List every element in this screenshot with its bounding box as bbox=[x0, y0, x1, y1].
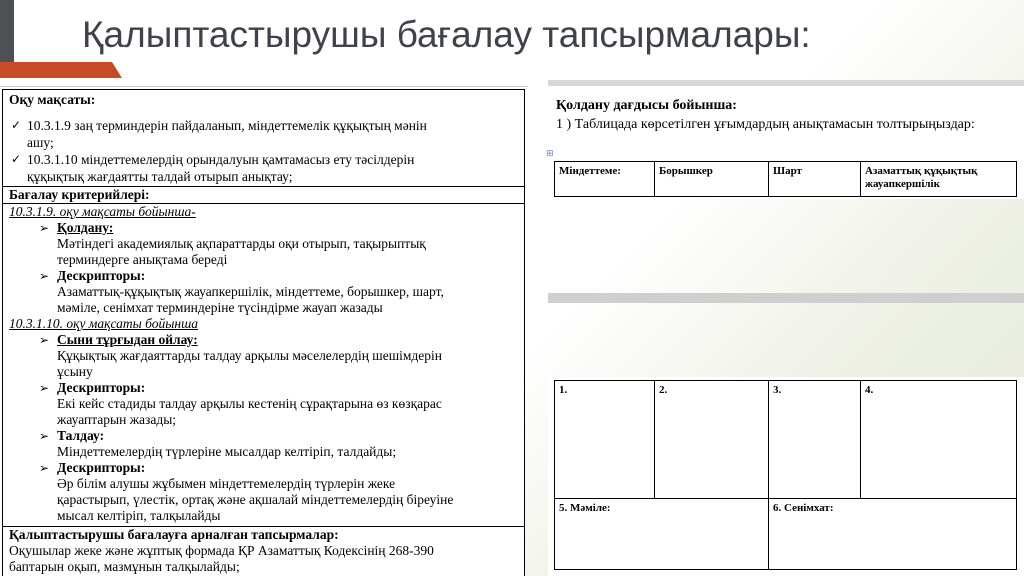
criteria-body bbox=[3, 204, 524, 527]
skill-text: терминдерге анықтама береді bbox=[57, 252, 228, 267]
descriptor-text: Азаматтық-құқықтық жауапкершілік, міндеттеме, борышкер, шарт, bbox=[57, 284, 444, 299]
criteria-header: Бағалау критерийлері: bbox=[9, 187, 150, 202]
definitions-panel bbox=[548, 86, 1024, 199]
tasks-section bbox=[3, 527, 524, 575]
tasks-text: Оқушылар жеке және жұптық формада ҚР Азаматтық Кодексінің 268-390 bbox=[9, 543, 434, 558]
table-header-cell: Шарт bbox=[769, 162, 861, 197]
table-header-cell: Міндеттеме: bbox=[555, 162, 655, 197]
arrow-bullet-icon: ➢ bbox=[39, 269, 50, 283]
arrow-bullet-icon: ➢ bbox=[39, 429, 50, 443]
tasks-text: баптарын оқып, мазмұнын талқылайды; bbox=[9, 559, 240, 574]
arrow-bullet-icon: ➢ bbox=[39, 333, 50, 347]
objective-line: құқықтық жағдаятты талдай отырып анықтау; bbox=[27, 169, 293, 184]
objective-item bbox=[9, 151, 518, 185]
skill-text: Міндеттемелердің түрлеріне мысалдар келтіріп, талдайды; bbox=[57, 444, 397, 459]
descriptor-label: Дескрипторы: bbox=[57, 380, 146, 395]
objective-line: 10.3.1.9 заң терминдерін пайдаланып, міндеттемелік құқықтың мәнін bbox=[27, 118, 427, 133]
answer-cell: 1. bbox=[555, 381, 655, 499]
checkmark-icon: ✓ bbox=[11, 152, 22, 166]
objectives-section bbox=[3, 90, 524, 187]
answer-cell: 6. Сенімхат: bbox=[769, 499, 1017, 570]
descriptor-label: Дескрипторы: bbox=[57, 268, 146, 283]
table-row bbox=[555, 381, 1017, 499]
answers-table bbox=[554, 380, 1017, 570]
anchor-marker-icon: ⊞ bbox=[546, 148, 554, 158]
arrow-bullet-icon: ➢ bbox=[39, 381, 50, 395]
descriptor-label: Дескрипторы: bbox=[57, 460, 146, 475]
objective-line: 10.3.1.10 міндеттемелердің орындалуын қамтамасыз ету тәсілдерін bbox=[27, 152, 415, 167]
descriptor-row bbox=[9, 460, 518, 476]
table-row bbox=[555, 162, 1017, 197]
answer-cell: 3. bbox=[769, 381, 861, 499]
table-header-cell: Азаматтық құқықтық жауапкершілік bbox=[861, 162, 1017, 197]
answer-cell: 4. bbox=[861, 381, 1017, 499]
objective-line: ашу; bbox=[27, 135, 54, 150]
skill-text: ұсыну bbox=[57, 364, 93, 379]
skill-text: Құқықтық жағдаяттарды талдау арқылы мәселелердің шешімдерін bbox=[57, 348, 442, 363]
descriptor-text: қарастырып, үлестік, ортақ және ақшалай міндеттемелердің біреуіне bbox=[57, 492, 454, 507]
skill-row bbox=[9, 428, 518, 444]
skill-header: Қолдану дағдысы бойынша: bbox=[556, 98, 737, 113]
criteria-objective-link: 10.3.1.10. оқу мақсаты бойынша bbox=[9, 316, 199, 331]
descriptor-row bbox=[9, 380, 518, 396]
skill-label: Қолдану: bbox=[57, 220, 114, 235]
arrow-bullet-icon: ➢ bbox=[39, 461, 50, 475]
skill-label: Талдау: bbox=[57, 428, 105, 443]
skill-row bbox=[9, 332, 518, 348]
slide-red-accent bbox=[0, 62, 122, 78]
criteria-objective-link: 10.3.1.9. оқу мақсаты бойынша- bbox=[9, 204, 196, 219]
answer-cell: 2. bbox=[655, 381, 769, 499]
checkmark-icon: ✓ bbox=[11, 118, 22, 132]
definitions-table bbox=[554, 161, 1017, 197]
panel-separator bbox=[548, 293, 1024, 303]
instruction-text: 1 ) Таблицада көрсетілген ұғымдардың анықтамасын толтырыңыздар: bbox=[556, 117, 975, 132]
skill-label: Сыни тұрғыдан ойлау: bbox=[57, 332, 198, 347]
objective-item bbox=[9, 117, 518, 151]
arrow-bullet-icon: ➢ bbox=[39, 221, 50, 235]
table-header-cell: Борышкер bbox=[655, 162, 769, 197]
lesson-document bbox=[2, 89, 525, 576]
skill-text: Мәтіндегі академиялық ақпараттарды оқи отырып, тақырыптық bbox=[57, 236, 426, 251]
descriptor-text: жауаптарын жазады; bbox=[57, 412, 177, 427]
objectives-header: Оқу мақсаты: bbox=[9, 92, 96, 107]
criteria-section bbox=[3, 187, 524, 204]
descriptor-row bbox=[9, 268, 518, 284]
answer-cell: 5. Мәміле: bbox=[555, 499, 769, 570]
descriptor-text: Екі кейс стадиды талдау арқылы кестенің сұрақтарына өз көзқарас bbox=[57, 396, 442, 411]
skill-row bbox=[9, 220, 518, 236]
descriptor-text: мысал келтіріп, талқылайды bbox=[57, 508, 221, 523]
slide-title: Қалыптастырушы бағалау тапсырмалары: bbox=[82, 14, 811, 55]
divider-line bbox=[0, 86, 528, 87]
descriptor-text: мәміле, сенімхат терминдеріне түсіндірме жауап жазады bbox=[57, 300, 383, 315]
slide-accent-bar bbox=[0, 0, 14, 64]
answers-panel bbox=[548, 377, 1024, 576]
tasks-header: Қалыптастырушы бағалауға арналған тапсырмалар: bbox=[9, 527, 339, 542]
descriptor-text: Әр білім алушы жұбымен міндеттемелердің түрлерін жеке bbox=[57, 476, 396, 491]
table-row bbox=[555, 499, 1017, 570]
